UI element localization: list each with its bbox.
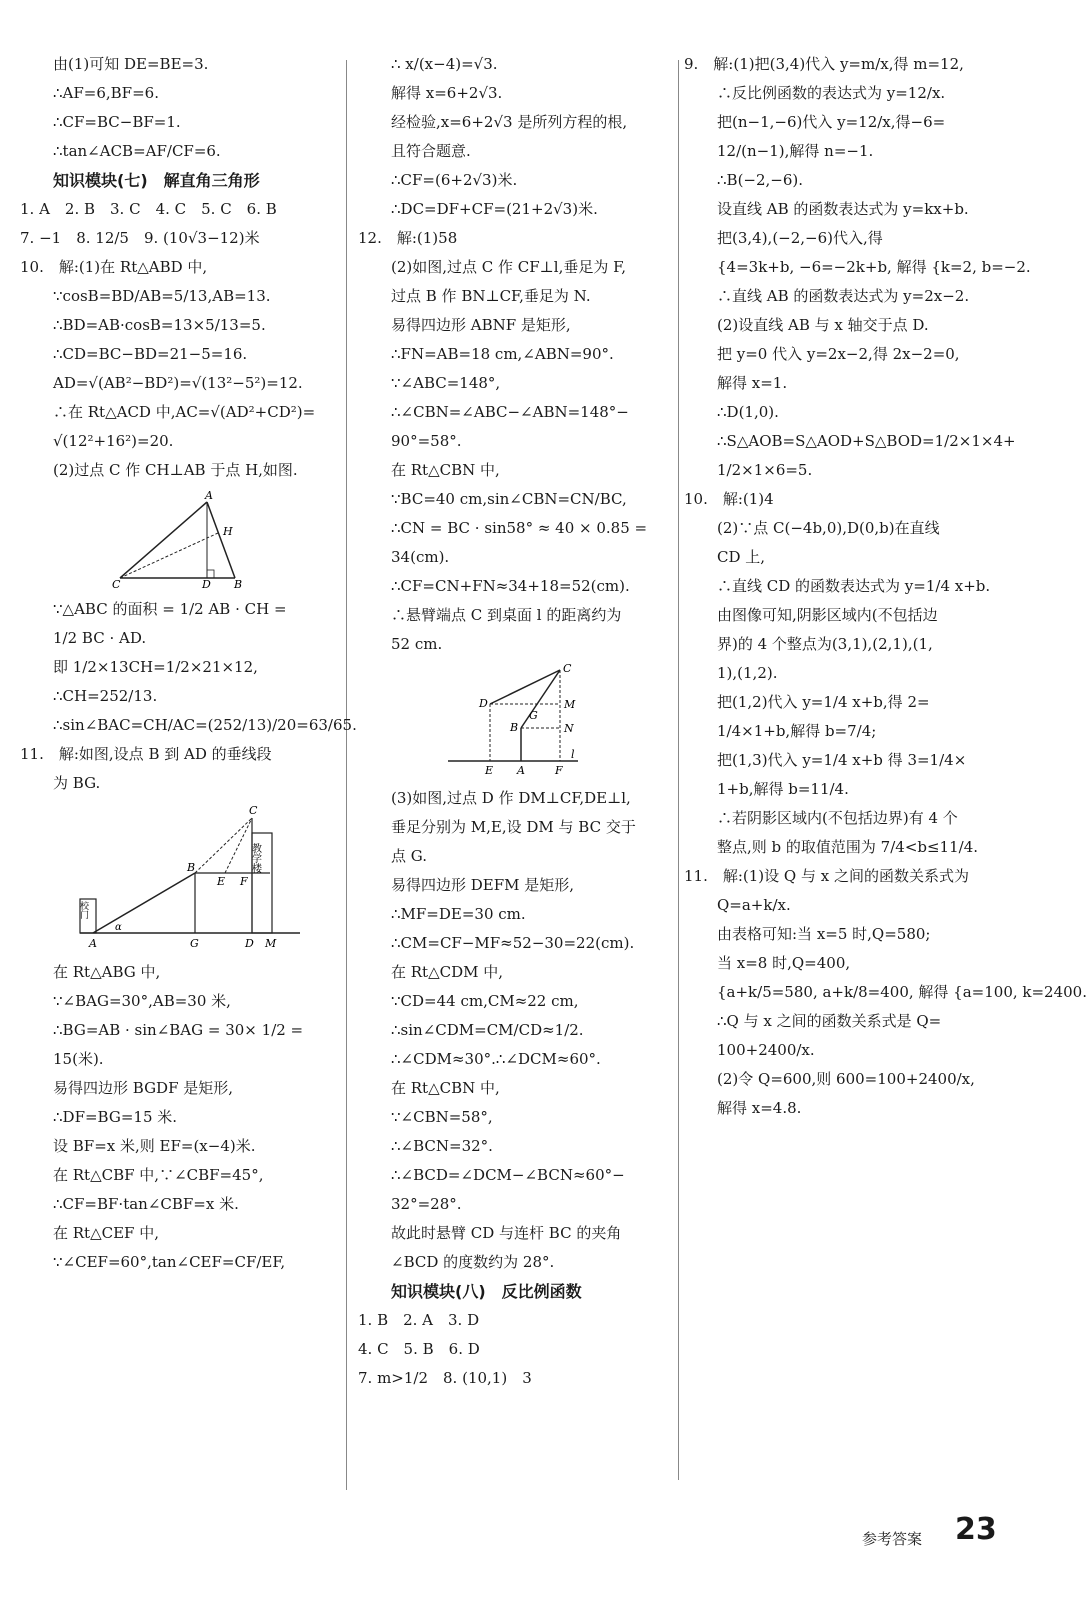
text-line: ∴MF=DE=30 cm. xyxy=(391,905,526,923)
label-c: C xyxy=(249,804,258,817)
label-f: F xyxy=(240,875,248,888)
text-line: 34(cm). xyxy=(391,548,450,566)
label-e: E xyxy=(485,764,494,777)
text-line: 故此时悬臂 CD 与连杆 BC 的夹角 xyxy=(391,1224,622,1242)
label-d: D xyxy=(202,578,211,590)
text-line: 解得 x=1. xyxy=(717,374,788,392)
text-line: ∴BG=AB · sin∠BAG = 30× 1/2 = xyxy=(53,1021,304,1039)
text-line: 把(1,2)代入 y=1/4 x+b,得 2= xyxy=(717,693,930,711)
text-line: 易得四边形 ABNF 是矩形, xyxy=(391,316,571,334)
text-line: ∴∠CDM≈30°.∴∠DCM≈60°. xyxy=(391,1050,601,1068)
text-line: 在 Rt△ABG 中, xyxy=(53,963,161,981)
text-line: ∴反比例函数的表达式为 y=12/x. xyxy=(717,84,946,102)
text-line: 易得四边形 BGDF 是矩形, xyxy=(53,1079,234,1097)
text-line: 设 BF=x 米,则 EF=(x−4)米. xyxy=(53,1137,256,1155)
text-line: ∴直线 CD 的函数表达式为 y=1/4 x+b. xyxy=(717,577,991,595)
text-line: (2)令 Q=600,则 600=100+2400/x, xyxy=(717,1070,975,1088)
school-figure xyxy=(75,803,342,953)
text-line: ∴B(−2,−6). xyxy=(717,171,804,189)
text-line: ∴ x/(x−4)=√3. xyxy=(391,55,498,73)
text-line: 即 1/2×13CH=1/2×21×12, xyxy=(53,658,258,676)
label-f: F xyxy=(555,764,563,777)
text-line: ∴在 Rt△ACD 中,AC=√(AD²+CD²)= xyxy=(53,403,316,421)
text-line: ∴CF=CN+FN≈34+18=52(cm). xyxy=(391,577,630,595)
lamp-figure xyxy=(443,664,678,779)
text-line: 点 G. xyxy=(391,847,427,865)
label-e: E xyxy=(217,875,226,888)
text-line: 10. 解:(1)4 xyxy=(684,490,774,508)
label-a: A xyxy=(205,490,213,502)
text-line: 1),(1,2). xyxy=(717,664,778,682)
label-b: B xyxy=(510,721,519,734)
text-line: ∴BD=AB·cosB=13×5/13=5. xyxy=(53,316,266,334)
text-line: ∴CF=(6+2√3)米. xyxy=(391,171,518,189)
text-line: CD 上, xyxy=(717,548,766,566)
text-line: 由图像可知,阴影区域内(不包括边 xyxy=(717,606,938,624)
text-line: 把(1,3)代入 y=1/4 x+b 得 3=1/4× xyxy=(717,751,967,769)
text-line: ∴sin∠CDM=CM/CD≈1/2. xyxy=(391,1021,584,1039)
label-d: D xyxy=(479,697,488,710)
column-divider-2 xyxy=(678,60,679,1480)
text-line: ∴CF=BF·tan∠CBF=x 米. xyxy=(53,1195,239,1213)
school-building-label: 教学楼 xyxy=(249,843,261,873)
text-line: ∴sin∠BAC=CH/AC=(252/13)/20=63/65. xyxy=(53,716,357,734)
text-line: ∴CD=BC−BD=21−5=16. xyxy=(53,345,248,363)
text-line: ∴CM=CF−MF≈52−30=22(cm). xyxy=(391,934,635,952)
text-line: 在 Rt△CBF 中,∵∠CBF=45°, xyxy=(53,1166,264,1184)
text-line: (2)设直线 AB 与 x 轴交于点 D. xyxy=(717,316,929,334)
section-heading: 知识模块(八) 反比例函数 xyxy=(391,1282,582,1301)
footer-label: 参考答案 xyxy=(862,1530,923,1548)
column-2 xyxy=(358,55,678,1398)
text-line: ∴S△AOB=S△AOD+S△BOD=1/2×1×4+ xyxy=(717,432,1016,450)
text-line: 易得四边形 DEFM 是矩形, xyxy=(391,876,575,894)
text-line: 1/4×1+b,解得 b=7/4; xyxy=(717,722,877,740)
text-line: ∵△ABC 的面积 = 1/2 AB · CH = xyxy=(53,600,287,618)
text-line: ∴AF=6,BF=6. xyxy=(53,84,159,102)
text-line: 100+2400/x. xyxy=(717,1041,815,1059)
text-line: 在 Rt△CBN 中, xyxy=(391,1079,500,1097)
text-line: ∴悬臂端点 C 到桌面 l 的距离约为 xyxy=(391,606,622,624)
text-line: 7. m>1/2 8. (10,1) 3 xyxy=(358,1369,532,1387)
text-line: 在 Rt△CBN 中, xyxy=(391,461,500,479)
text-line: ∴CF=BC−BF=1. xyxy=(53,113,181,131)
text-line: 界)的 4 个整点为(3,1),(2,1),(1, xyxy=(717,635,933,653)
text-line: 32°=28°. xyxy=(391,1195,462,1213)
text-line: 12. 解:(1)58 xyxy=(358,229,458,247)
text-line: ∴CN = BC · sin58° ≈ 40 × 0.85 = xyxy=(391,519,648,537)
text-line: 12/(n−1),解得 n=−1. xyxy=(717,142,874,160)
text-line: ∠BCD 的度数约为 28°. xyxy=(391,1253,555,1271)
text-line: ∴DF=BG=15 米. xyxy=(53,1108,178,1126)
text-line: 由(1)可知 DE=BE=3. xyxy=(53,55,209,73)
text-line: 1. A 2. B 3. C 4. C 5. C 6. B xyxy=(20,200,277,218)
text-line: ∴Q 与 x 之间的函数关系式是 Q= xyxy=(717,1012,942,1030)
text-line: ∵∠ABC=148°, xyxy=(391,374,501,392)
text-line: 10. 解:(1)在 Rt△ABD 中, xyxy=(20,258,208,276)
text-line: 为 BG. xyxy=(53,774,101,792)
text-line: {a+k/5=580, a+k/8=400, 解得 {a=100, k=2400. xyxy=(717,983,1087,1001)
text-line: ∴tan∠ACB=AF/CF=6. xyxy=(53,142,221,160)
text-line: 把(n−1,−6)代入 y=12/x,得−6= xyxy=(717,113,946,131)
label-h: H xyxy=(223,525,233,538)
column-1 xyxy=(20,55,357,1282)
text-line: 整点,则 b 的取值范围为 7/4<b≤11/4. xyxy=(717,838,979,856)
text-line: ∵CD=44 cm,CM≈22 cm, xyxy=(391,992,579,1010)
text-line: 解得 x=6+2√3. xyxy=(391,84,503,102)
label-a: A xyxy=(517,764,525,777)
text-line: 15(米). xyxy=(53,1050,104,1068)
section-heading: 知识模块(七) 解直角三角形 xyxy=(53,171,260,190)
text-line: 当 x=8 时,Q=400, xyxy=(717,954,851,972)
text-line: ∴∠BCD=∠DCM−∠BCN≈60°− xyxy=(391,1166,625,1184)
text-line: ∴直线 AB 的函数表达式为 y=2x−2. xyxy=(717,287,970,305)
page-number: 23 xyxy=(955,1512,997,1547)
text-line: 在 Rt△CDM 中, xyxy=(391,963,504,981)
label-m: M xyxy=(265,937,277,950)
text-line: 且符合题意. xyxy=(391,142,471,160)
label-m: M xyxy=(564,698,576,711)
label-n: N xyxy=(564,722,574,735)
text-line: 7. −1 8. 12/5 9. (10√3−12)米 xyxy=(20,229,260,247)
label-l: l xyxy=(571,748,575,761)
text-line: 52 cm. xyxy=(391,635,443,653)
text-line: Q=a+k/x. xyxy=(717,896,791,914)
text-line: ∵∠CBN=58°, xyxy=(391,1108,493,1126)
text-line: 4. C 5. B 6. D xyxy=(358,1340,480,1358)
text-line: ∴若阴影区域内(不包括边界)有 4 个 xyxy=(717,809,958,827)
text-line: ∴∠BCN=32°. xyxy=(391,1137,493,1155)
text-line: √(12²+16²)=20. xyxy=(53,432,174,450)
text-line: 设直线 AB 的函数表达式为 y=kx+b. xyxy=(717,200,969,218)
angle-alpha: α xyxy=(115,922,122,933)
text-line: 1+b,解得 b=11/4. xyxy=(717,780,849,798)
text-line: (2)如图,过点 C 作 CF⊥l,垂足为 F, xyxy=(391,258,626,276)
text-line: AD=√(AB²−BD²)=√(13²−5²)=12. xyxy=(53,374,303,392)
label-d: D xyxy=(245,937,254,950)
column-3 xyxy=(684,55,1087,1128)
text-line: 过点 B 作 BN⊥CF,垂足为 N. xyxy=(391,287,591,305)
text-line: 11. 解:(1)设 Q 与 x 之间的函数关系式为 xyxy=(684,867,969,885)
text-line: ∵BC=40 cm,sin∠CBN=CN/BC, xyxy=(391,490,627,508)
text-line: (3)如图,过点 D 作 DM⊥CF,DE⊥l, xyxy=(391,789,631,807)
text-line: ∴D(1,0). xyxy=(717,403,779,421)
text-line: ∴∠CBN=∠ABC−∠ABN=148°− xyxy=(391,403,629,421)
text-line: (2)过点 C 作 CH⊥AB 于点 H,如图. xyxy=(53,461,298,479)
label-a: A xyxy=(89,937,97,950)
text-line: ∵cosB=BD/AB=5/13,AB=13. xyxy=(53,287,271,305)
text-line: ∵∠BAG=30°,AB=30 米, xyxy=(53,992,231,1010)
text-line: ∴DC=DF+CF=(21+2√3)米. xyxy=(391,200,598,218)
text-line: ∴CH=252/13. xyxy=(53,687,158,705)
label-b: B xyxy=(234,578,243,590)
label-c: C xyxy=(563,664,572,675)
text-line: 解得 x=4.8. xyxy=(717,1099,802,1117)
text-line: 1/2×1×6=5. xyxy=(717,461,813,479)
text-line: 11. 解:如图,设点 B 到 AD 的垂线段 xyxy=(20,745,272,763)
triangle-figure xyxy=(110,490,342,590)
text-line: 9. 解:(1)把(3,4)代入 y=m/x,得 m=12, xyxy=(684,55,964,73)
text-line: {4=3k+b, −6=−2k+b, 解得 {k=2, b=−2. xyxy=(717,258,1031,276)
text-line: 把(3,4),(−2,−6)代入,得 xyxy=(717,229,883,247)
text-line: 垂足分别为 M,E,设 DM 与 BC 交于 xyxy=(391,818,636,836)
text-line: 1/2 BC · AD. xyxy=(53,629,147,647)
text-line: 把 y=0 代入 y=2x−2,得 2x−2=0, xyxy=(717,345,960,363)
text-line: 在 Rt△CEF 中, xyxy=(53,1224,159,1242)
school-gate-label: 校门 xyxy=(78,901,88,919)
text-line: 由表格可知:当 x=5 时,Q=580; xyxy=(717,925,931,943)
column-divider-1 xyxy=(346,60,347,1490)
text-line: ∵∠CEF=60°,tan∠CEF=CF/EF, xyxy=(53,1253,286,1271)
text-line: 经检验,x=6+2√3 是所列方程的根, xyxy=(391,113,628,131)
text-line: 1. B 2. A 3. D xyxy=(358,1311,480,1329)
label-g: G xyxy=(190,937,199,950)
label-c: C xyxy=(112,578,121,590)
label-g: G xyxy=(529,709,538,722)
label-b: B xyxy=(187,861,196,874)
text-line: ∴FN=AB=18 cm,∠ABN=90°. xyxy=(391,345,614,363)
text-line: 90°=58°. xyxy=(391,432,462,450)
text-line: (2)∵点 C(−4b,0),D(0,b)在直线 xyxy=(717,519,940,537)
